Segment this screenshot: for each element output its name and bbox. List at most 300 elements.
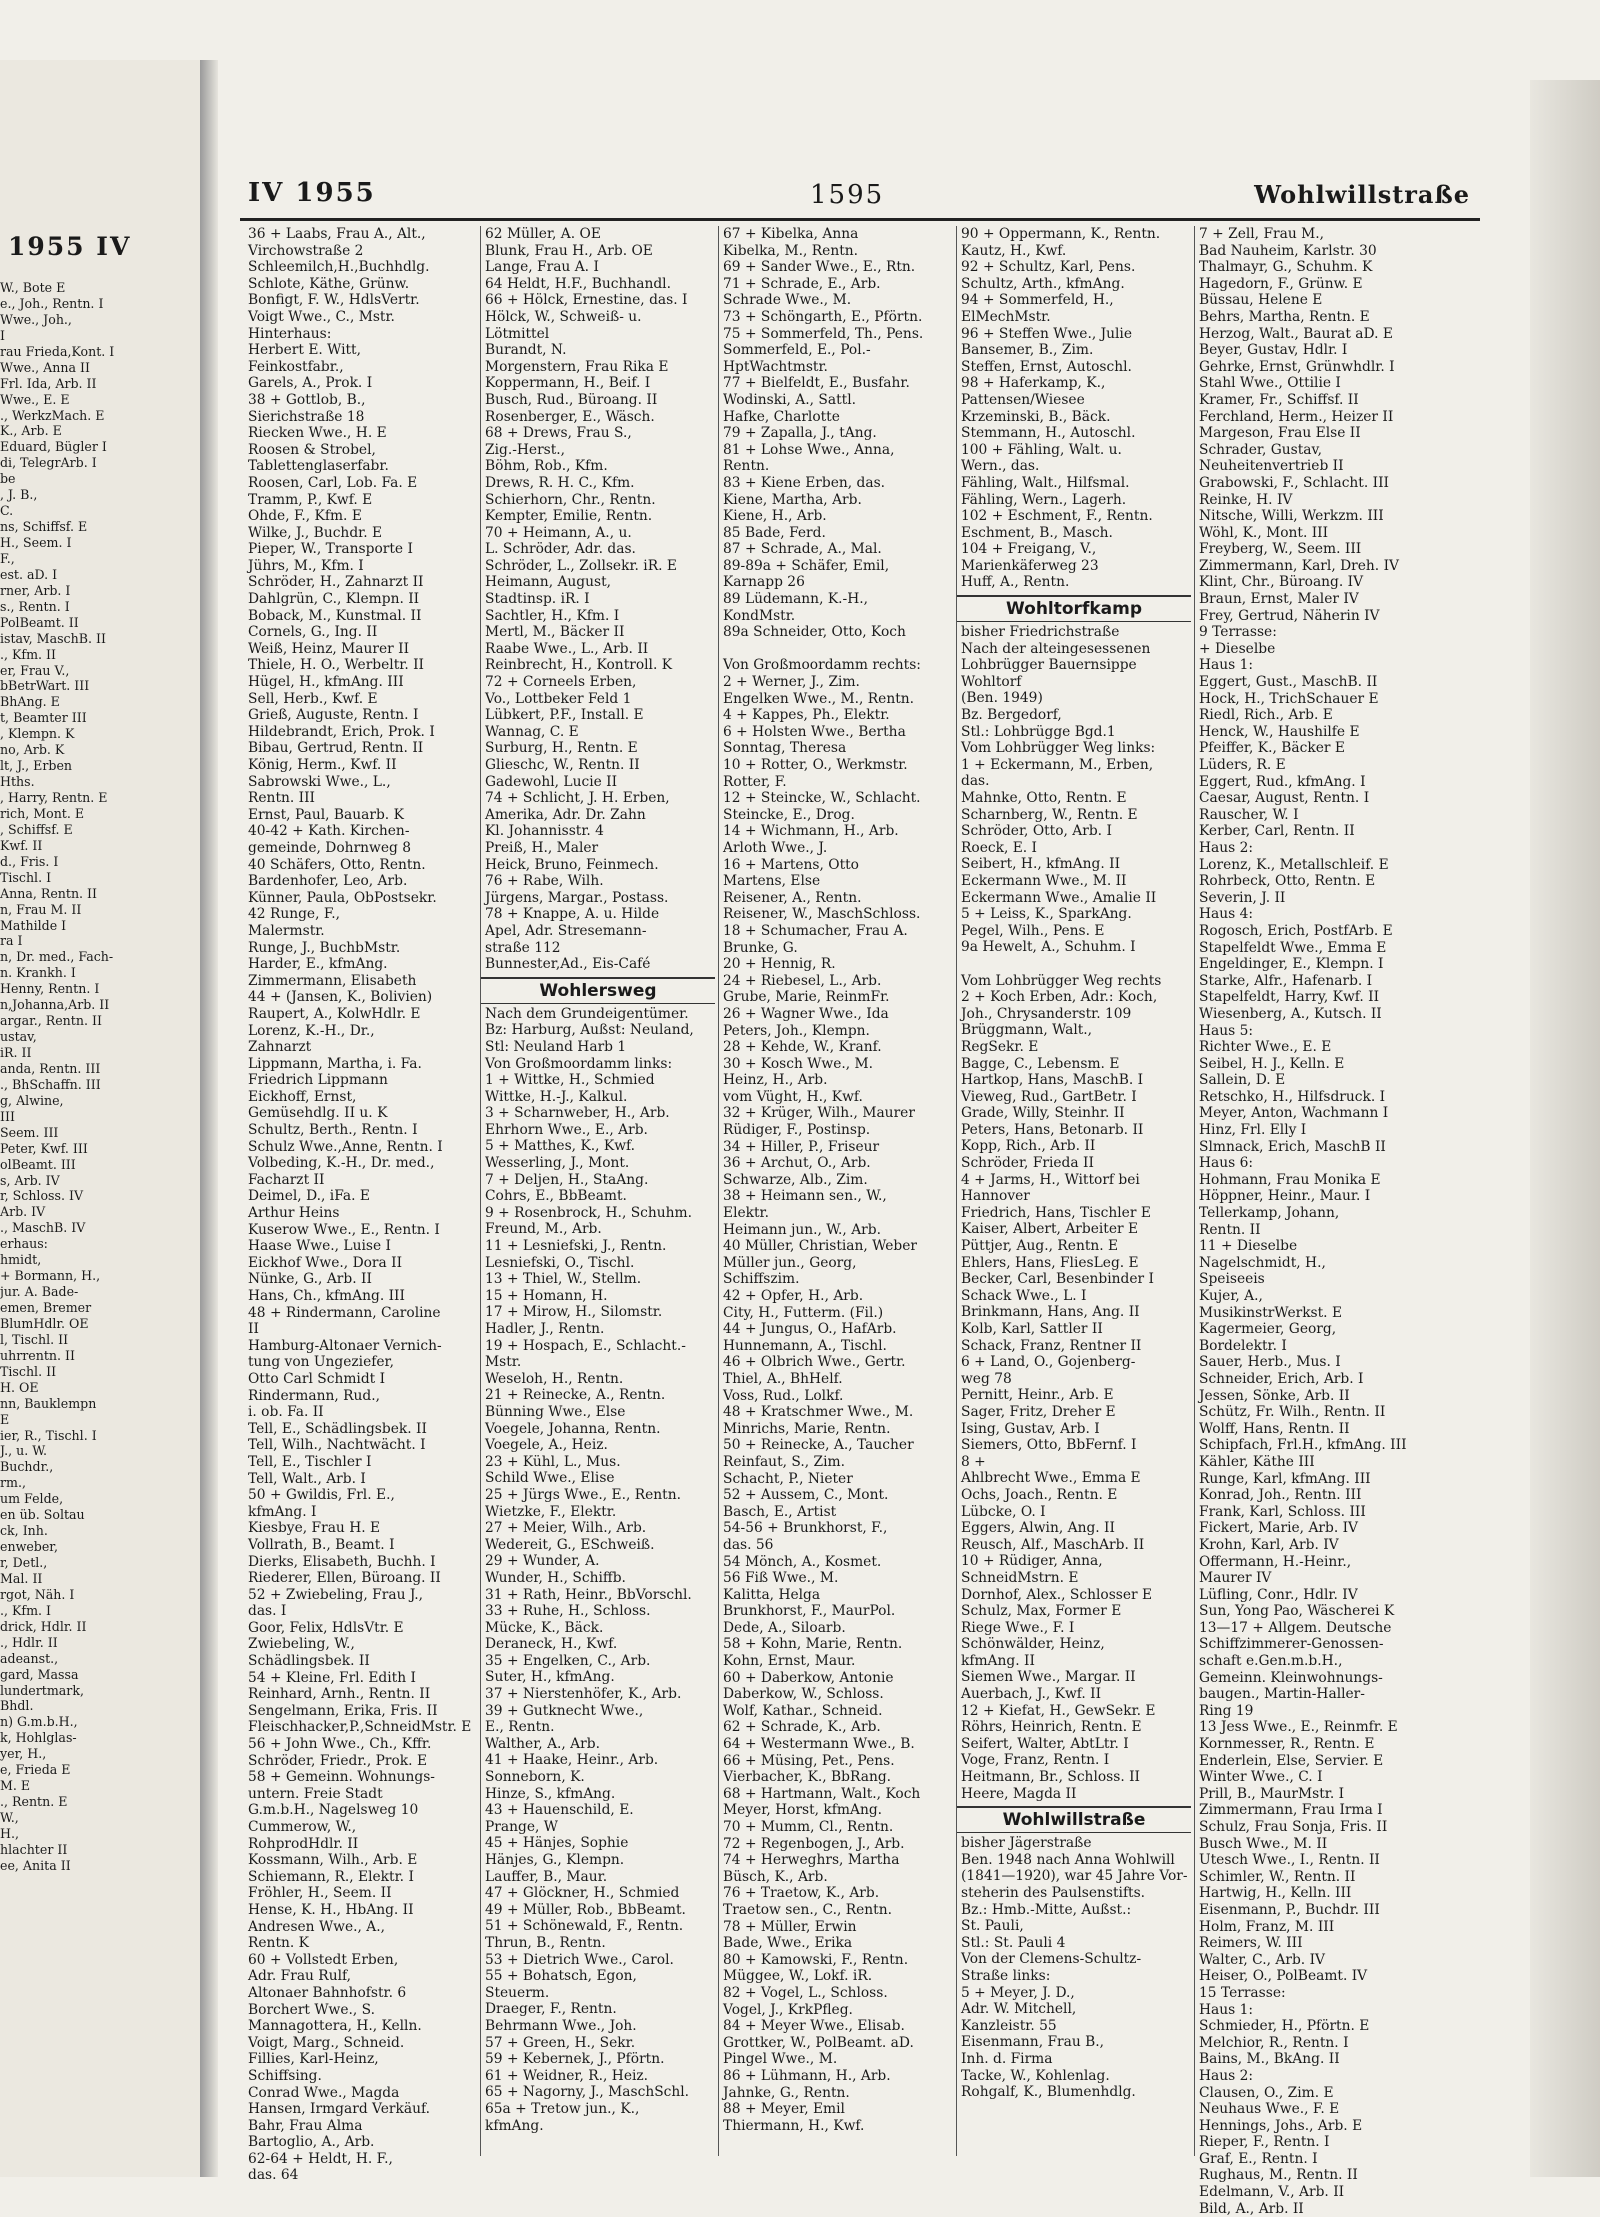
directory-entry: Becker, Carl, Besenbinder I: [961, 1271, 1154, 1288]
directory-entry: Büsch, K., Arb.: [723, 1868, 828, 1885]
directory-entry: Nünke, G., Arb. II: [248, 1271, 372, 1288]
directory-entry: Engeldinger, E., Klempn. I: [1199, 956, 1384, 973]
directory-entry: 38 + Heimann sen., W.,: [723, 1188, 887, 1205]
directory-entry: Herbert E. Witt,: [248, 342, 361, 359]
left-page-line: W., Bote E: [0, 280, 66, 295]
directory-entry: Beyer, Gustav, Hdlr. I: [1199, 342, 1348, 359]
directory-entry: Kohn, Ernst, Maur.: [723, 1653, 856, 1670]
directory-entry: Voegele, A., Heiz.: [485, 1437, 608, 1454]
street-heading: Wohlersweg: [481, 977, 715, 1004]
directory-entry: das.: [961, 773, 990, 790]
directory-entry: Bibau, Gertrud, Rentn. II: [248, 740, 424, 757]
directory-entry: Ahlbrecht Wwe., Emma E: [961, 1470, 1141, 1487]
directory-entry: Grube, Marie, ReinmFr.: [723, 989, 890, 1006]
left-page-line: Wwe., Anna II: [0, 359, 90, 375]
directory-entry: 102 + Eschment, F., Rentn.: [961, 508, 1153, 525]
left-page-line: yer, H.,: [0, 1746, 47, 1762]
directory-entry: Altonaer Bahnhofstr. 6: [248, 1984, 407, 2001]
directory-entry: Haus 1:: [1199, 2001, 1254, 2018]
book-gutter: [200, 60, 218, 2177]
directory-entry: Kibelka, M., Rentn.: [723, 242, 859, 259]
directory-entry: Vollrath, B., Beamt. I: [248, 1536, 395, 1553]
directory-entry: Reisener, W., MaschSchloss.: [723, 906, 921, 923]
directory-entry: 10 + Rotter, O., Werkmstr.: [723, 757, 908, 773]
directory-entry: 55 + Bohatsch, Egon,: [485, 1968, 637, 1985]
directory-entry: Apel, Adr. Stresemann-: [485, 922, 647, 939]
directory-entry: Caesar, August, Rentn. I: [1199, 790, 1370, 807]
directory-entry: Tell, Wilh., Nachtwächt. I: [248, 1437, 426, 1454]
directory-entry: 83 + Kiene Erben, das.: [723, 474, 886, 491]
directory-entry: 60 + Vollstedt Erben,: [248, 1951, 399, 1968]
directory-entry: Volbeding, K.-H., Dr. med.,: [248, 1155, 435, 1172]
directory-entry: Hunnemann, A., Tischl.: [723, 1337, 887, 1354]
directory-entry: Sauer, Herb., Mus. I: [1199, 1354, 1341, 1371]
directory-entry: Lorenz, K., Metallschleif. E: [1199, 856, 1389, 873]
left-page-line: r, Schloss. IV: [0, 1188, 84, 1204]
directory-entry: Schiffzimmerer-Genossen-: [1199, 1636, 1384, 1653]
directory-entry: Tell, E., Schädlingsbek. II: [248, 1420, 427, 1437]
directory-entry: Lorenz, K.-H., Dr.,: [248, 1022, 375, 1039]
directory-entry: Wunder, H., Schiffb.: [485, 1569, 626, 1586]
directory-entry: 100 + Fähling, Walt. u.: [961, 441, 1122, 458]
directory-entry: kfmAng.: [485, 2117, 544, 2134]
directory-entry: i. ob. Fa. II: [248, 1404, 324, 1421]
directory-entry: Thiele, H. O., Werbeltr. II: [248, 657, 424, 674]
directory-entry: Rüdiger, F., Postinsp.: [723, 1122, 871, 1139]
directory-entry: Sager, Fritz, Dreher E: [961, 1403, 1116, 1420]
directory-entry: Kanzleistr. 55: [961, 2017, 1057, 2034]
directory-entry: Bad Nauheim, Karlstr. 30: [1199, 242, 1377, 259]
directory-entry: Steuerm.: [485, 1984, 550, 2001]
directory-entry: 66 + Hölck, Ernestine, das. I: [485, 292, 688, 309]
directory-entry: Heitmann, Br., Schloss. II: [961, 1769, 1140, 1786]
directory-entry: Offermann, H.-Heinr.,: [1199, 1553, 1352, 1570]
directory-entry: untern. Freie Stadt: [248, 1785, 383, 1802]
directory-entry: Roosen, Carl, Lob. Fa. E: [248, 474, 418, 491]
left-page-line: H. OE: [0, 1379, 39, 1395]
left-page-line: ier, R., Tischl. I: [0, 1427, 97, 1443]
directory-entry: Auerbach, J., Kwf. II: [961, 1686, 1102, 1703]
directory-entry: Hartwig, H., Kelln. III: [1199, 1885, 1352, 1902]
directory-entry: Runge, Karl, kfmAng. III: [1199, 1470, 1371, 1487]
left-page-line: M. E: [0, 1778, 31, 1794]
directory-entry: Freund, M., Arb.: [485, 1221, 602, 1238]
directory-entry: 58 + Kohn, Marie, Rentn.: [723, 1636, 903, 1653]
directory-entry: 89a Schneider, Otto, Koch: [723, 624, 906, 641]
directory-entry: Schiemann, R., Elektr. I: [248, 1868, 414, 1885]
directory-entry: Voge, Franz, Rentn. I: [961, 1752, 1110, 1769]
left-page-line: Tischl. I: [0, 869, 52, 885]
directory-entry: Stapelfeldt, Harry, Kwf. II: [1199, 989, 1380, 1006]
directory-entry: Schmieder, H., Pförtn. E: [1199, 2018, 1370, 2035]
directory-entry: Eggert, Gust., MaschB. II: [1199, 674, 1378, 691]
directory-entry: 88 + Meyer, Emil: [723, 2101, 845, 2118]
directory-entry: Cohrs, E., BbBeamt.: [485, 1188, 627, 1205]
directory-entry: Starke, Alfr., Hafenarb. I: [1199, 972, 1373, 989]
directory-entry: Eickhof Wwe., Dora II: [248, 1254, 403, 1271]
directory-entry: Arthur Heins: [248, 1205, 340, 1222]
directory-entry: Zwiebeling, W.,: [248, 1636, 355, 1653]
left-page-line: Peter, Kwf. III: [0, 1140, 88, 1156]
directory-entry: Hansen, Irmgard Verkäuf.: [248, 2101, 430, 2118]
directory-entry: Wittke, H.-J., Kalkul.: [485, 1088, 628, 1105]
directory-entry: kfmAng. I: [248, 1503, 317, 1520]
directory-entry: Meyer, Anton, Wachmann I: [1199, 1105, 1389, 1122]
directory-entry: Schröder, H., Zahnarzt II: [248, 574, 424, 591]
directory-entry: Hamburg-Altonaer Vernich-: [248, 1337, 442, 1354]
left-page-line: en üb. Soltau: [0, 1507, 85, 1523]
directory-entry: Speiseeis: [1199, 1271, 1265, 1288]
directory-entry: Ring 19: [1199, 1702, 1254, 1719]
directory-entry: Virchowstraße 2: [248, 242, 364, 259]
directory-entry: Friedrich, Hans, Tischler E: [961, 1204, 1151, 1221]
directory-entry: Prill, B., MaurMstr. I: [1199, 1785, 1345, 1802]
directory-entry: 72 + Regenbogen, J., Arb.: [723, 1835, 905, 1852]
left-page-line: , Klempn. K: [0, 726, 75, 742]
directory-entry: Lötmittel: [485, 325, 550, 342]
directory-entry: Rentn. K: [248, 1935, 309, 1952]
directory-entry: 89-89a + Schäfer, Emil,: [723, 557, 890, 574]
directory-entry: Klint, Chr., Büroang. IV: [1199, 574, 1364, 591]
left-page-line: W.,: [0, 1810, 19, 1825]
left-page-line: hmidt,: [0, 1252, 42, 1268]
directory-entry: Ehrhorn Wwe., E., Arb.: [485, 1121, 648, 1138]
directory-entry: Pernitt, Heinr., Arb. E: [961, 1387, 1114, 1404]
left-page-line: Seem. III: [0, 1124, 59, 1140]
page-number: 1595: [810, 180, 885, 210]
left-page-line: III: [0, 1108, 15, 1124]
directory-entry: 79 + Zapalla, J., tAng.: [723, 425, 877, 442]
directory-entry: Burandt, N.: [485, 342, 567, 359]
directory-entry: Schacht, P., Nieter: [723, 1470, 853, 1487]
directory-entry: 2 + Koch Erben, Adr.: Koch,: [961, 989, 1158, 1006]
left-page-line: ee, Anita II: [0, 1857, 71, 1873]
directory-entry: Retschko, H., Hilfsdruck. I: [1199, 1088, 1386, 1105]
directory-entry: 31 + Rath, Heinr., BbVorschl.: [485, 1586, 692, 1603]
directory-entry: Fleischhacker,P.,SchneidMstr. E: [248, 1719, 472, 1736]
directory-entry: straße 112: [485, 939, 561, 956]
directory-entry: Mannagottera, H., Kelln.: [248, 2018, 422, 2035]
directory-entry: Haus 1:: [1199, 657, 1254, 674]
directory-entry: 78 + Müller, Erwin: [723, 1918, 857, 1935]
directory-entry: 81 + Lohse Wwe., Anna,: [723, 441, 895, 458]
directory-entry: 62-64 + Heldt, H. F.,: [248, 2150, 393, 2167]
directory-entry: Cornels, G., Ing. II: [248, 624, 378, 641]
directory-entry: 54 Mönch, A., Kosmet.: [723, 1553, 882, 1570]
directory-entry: Rauscher, W. I: [1199, 806, 1299, 823]
header-street-name: Wohlwillstraße: [1254, 180, 1470, 209]
directory-entry: Schiffszim.: [723, 1271, 800, 1288]
directory-entry: Winter Wwe., C. I: [1199, 1769, 1323, 1786]
left-page-line: C.: [0, 503, 14, 519]
left-page-line: Wwe., Joh.,: [0, 311, 72, 327]
directory-entry: 74 + Herweghrs, Martha: [723, 1852, 900, 1869]
directory-entry: Morgenstern, Frau Rika E: [485, 358, 669, 375]
directory-entry: Nitsche, Willi, Werkzm. III: [1199, 508, 1384, 525]
directory-entry: Engelken Wwe., M., Rentn.: [723, 690, 915, 707]
directory-entry: Wannag, C. E: [485, 723, 579, 740]
directory-entry: Straße links:: [961, 1967, 1051, 1984]
street-heading: Wohlwillstraße: [957, 1806, 1191, 1833]
directory-entry: Cummerow, W.,: [248, 1819, 357, 1835]
directory-entry: 1 + Eckermann, M., Erben,: [961, 756, 1154, 773]
directory-entry: steherin des Paulsenstifts.: [961, 1885, 1146, 1901]
directory-entry: 41 + Haake, Heinr., Arb.: [485, 1752, 659, 1769]
directory-entry: baugen., Martin-Haller-: [1199, 1686, 1365, 1703]
directory-entry: Müller jun., Georg,: [723, 1254, 857, 1271]
directory-entry: Rieper, F., Rentn. I: [1199, 2134, 1330, 2151]
directory-entry: Zimmermann, Elisabeth: [248, 972, 417, 989]
directory-entry: Bunnester,Ad., Eis-Café: [485, 956, 651, 973]
left-page-line: er, Frau V.,: [0, 662, 70, 678]
directory-entry: Krohn, Karl, Arb. IV: [1199, 1536, 1339, 1553]
directory-entry: 62 + Schrade, K., Arb.: [723, 1719, 881, 1736]
directory-entry: Fillies, Karl-Heinz,: [248, 2051, 379, 2068]
directory-entry: Kiesbye, Frau H. E: [248, 1520, 381, 1537]
directory-entry: Eggert, Rud., kfmAng. I: [1199, 773, 1366, 790]
directory-entry: Heick, Bruno, Feinmech.: [485, 856, 659, 873]
directory-entry: Peters, Hans, Betonarb. II: [961, 1121, 1144, 1138]
directory-entry: Lübkert, P.F., Install. E: [485, 707, 644, 724]
directory-entry: Müggee, W., Lokf. iR.: [723, 1968, 873, 1985]
directory-entry: City, H., Futterm. (Fil.): [723, 1304, 884, 1321]
directory-entry: 40 Müller, Christian, Weber: [723, 1238, 917, 1255]
directory-entry: 82 + Vogel, L., Schloss.: [723, 1984, 888, 2001]
left-page-line: Tischl. II: [0, 1363, 57, 1379]
left-page-line: ., Hdlr. II: [0, 1634, 58, 1650]
directory-entry: Hartkop, Hans, MaschB. I: [961, 1072, 1144, 1089]
directory-entry: Zahnarzt: [248, 1039, 312, 1056]
directory-entry: 7 + Zell, Frau M.,: [1199, 226, 1325, 242]
directory-entry: 50 + Reinecke, A., Taucher: [723, 1437, 914, 1454]
directory-entry: Meyer, Horst, kfmAng.: [723, 1802, 883, 1819]
left-page-line: E: [0, 1411, 10, 1427]
directory-entry: Jahnke, G., Rentn.: [723, 2084, 850, 2101]
directory-entry: (1841—1920), war 45 Jahre Vor-: [961, 1868, 1188, 1885]
directory-entry: 28 + Kehde, W., Kranf.: [723, 1039, 882, 1056]
left-page-line: est. aD. I: [0, 566, 58, 582]
directory-entry: 98 + Haferkamp, K.,: [961, 375, 1106, 392]
directory-entry: Enderlein, Else, Servier. E: [1199, 1752, 1384, 1769]
directory-entry: Schiffsing.: [248, 2067, 322, 2084]
left-page-line: F.,: [0, 550, 15, 566]
directory-entry: Kopp, Rich., Arb. II: [961, 1138, 1096, 1155]
directory-entry: Adr. Frau Rulf,: [248, 1968, 351, 1985]
directory-entry: Thiermann, H., Kwf.: [723, 2117, 865, 2134]
directory-entry: Mstr.: [485, 1354, 522, 1371]
directory-entry: Harder, E., kfmAng.: [248, 956, 388, 973]
left-page-line: rich, Mont. E: [0, 805, 85, 821]
directory-entry: Peters, Joh., Klempn.: [723, 1022, 870, 1039]
column-5: [1194, 226, 1431, 2217]
directory-entry: Hafke, Charlotte: [723, 408, 840, 425]
directory-entry: ElMechMstr.: [961, 308, 1051, 325]
directory-entry: Schröder, Otto, Arb. I: [961, 823, 1112, 840]
directory-entry: 54-56 + Brunkhorst, F.,: [723, 1520, 888, 1537]
directory-entry: Maurer IV: [1199, 1570, 1272, 1587]
left-page-line: Wwe., E. E: [0, 391, 70, 407]
directory-entry: Hinze, S., kfmAng.: [485, 1785, 616, 1802]
directory-entry: Lippmann, Martha, i. Fa.: [248, 1055, 422, 1072]
directory-entry: Garels, A., Prok. I: [248, 375, 373, 392]
directory-entry: Riedl, Rich., Arb. E: [1199, 707, 1333, 724]
directory-entry: 40-42 + Kath. Kirchen-: [248, 823, 410, 840]
directory-entry: Pingel Wwe., M.: [723, 2051, 838, 2068]
directory-entry: Gadewohl, Lucie II: [485, 773, 618, 790]
directory-entry: Melchior, R., Rentn. I: [1199, 2034, 1349, 2051]
directory-entry: Schröder, Friedr., Prok. E: [248, 1752, 428, 1769]
directory-entry: Haus 4:: [1199, 906, 1254, 923]
directory-entry: Nach der alteingesessenen: [961, 640, 1151, 657]
directory-entry: 9 + Rosenbrock, H., Schuhm.: [485, 1204, 693, 1221]
directory-entry: Sabrowski Wwe., L.,: [248, 773, 391, 790]
directory-entry: SchneidMstrn. E: [961, 1569, 1079, 1586]
directory-entry: kfmAng. II: [961, 1652, 1035, 1669]
directory-entry: Heere, Magda II: [961, 1785, 1077, 1802]
left-page-line: ns, Schiffsf. E: [0, 519, 88, 535]
directory-entry: Gemüsehdlg. II u. K: [248, 1105, 388, 1122]
left-page-line: I: [0, 327, 5, 343]
left-page-line: adeanst.,: [0, 1650, 59, 1666]
directory-entry: 70 + Heimann, A., u.: [485, 524, 632, 541]
directory-entry: das. 64: [248, 2167, 299, 2184]
directory-entry: Kalitta, Helga: [723, 1586, 821, 1603]
directory-entry: Ferchland, Herm., Heizer II: [1199, 408, 1394, 425]
directory-entry: [957, 956, 1191, 973]
directory-entry: Hohmann, Frau Monika E: [1199, 1171, 1381, 1188]
left-page-line: Kwf. II: [0, 837, 43, 853]
directory-entry: Voigt, Marg., Schneid.: [248, 2034, 405, 2051]
directory-entry: Ernst, Paul, Bauarb. K: [248, 806, 404, 823]
directory-entry: Von der Clemens-Schultz-: [961, 1951, 1142, 1968]
directory-entry: St. Pauli,: [961, 1918, 1024, 1935]
directory-entry: 92 + Schultz, Karl, Pens.: [961, 259, 1136, 276]
directory-entry: Schönwälder, Heinz,: [961, 1636, 1105, 1653]
directory-entry: Fähling, Wern., Lagerh.: [961, 491, 1127, 508]
directory-entry: RohprodHdlr. II: [248, 1835, 359, 1852]
directory-entry: Eckermann Wwe., Amalie II: [961, 889, 1157, 906]
directory-entry: Brinkmann, Hans, Ang. II: [961, 1304, 1140, 1321]
left-page-edge: [0, 60, 205, 2177]
directory-entry: 78 + Knappe, A. u. Hilde: [485, 906, 660, 923]
directory-entry: 13—17 + Allgem. Deutsche: [1199, 1619, 1392, 1636]
directory-entry: Conrad Wwe., Magda: [248, 2084, 400, 2101]
directory-entry: Zimmermann, Karl, Dreh. IV: [1199, 557, 1399, 574]
directory-entry: tung von Ungeziefer,: [248, 1354, 394, 1371]
directory-entry: Hans, Ch., kfmAng. III: [248, 1288, 405, 1304]
directory-entry: Thalmayr, G., Schuhm. K: [1199, 259, 1373, 276]
directory-entry: 57 + Green, H., Sekr.: [485, 2034, 636, 2051]
directory-entry: Hock, H., TrichSchauer E: [1199, 690, 1379, 707]
directory-entry: Gehrke, Ernst, Grünwhdlr. I: [1199, 358, 1395, 375]
directory-entry: Schultz, Berth., Rentn. I: [248, 1122, 418, 1139]
directory-entry: Ehlers, Hans, FliesLeg. E: [961, 1254, 1139, 1271]
directory-entry: Sierichstraße 18: [248, 408, 365, 425]
directory-entry: Voegele, Johanna, Rentn.: [485, 1420, 661, 1437]
directory-entry: Tellerkamp, Johann,: [1199, 1205, 1340, 1222]
directory-entry: 90 + Oppermann, K., Rentn.: [961, 226, 1161, 242]
left-page-line: ck, Inh.: [0, 1523, 48, 1539]
left-page-line: ., WerkzMach. E: [0, 407, 105, 423]
directory-entry: Draeger, F., Rentn.: [485, 2001, 617, 2018]
directory-entry: Freyberg, W., Seem. III: [1199, 541, 1362, 558]
directory-entry: Sun, Yong Pao, Wäscherei K: [1199, 1603, 1395, 1620]
directory-entry: Wedereit, G., ESchweiß.: [485, 1536, 655, 1553]
directory-entry: Facharzt II: [248, 1171, 325, 1188]
left-page-line: ., MaschB. IV: [0, 1220, 86, 1236]
directory-entry: Seifert, Walter, AbtLtr. I: [961, 1735, 1129, 1752]
directory-entry: 65a + Tretow jun., K.,: [485, 2100, 640, 2117]
directory-entry: Arloth Wwe., J.: [723, 839, 828, 856]
directory-entry: Bahr, Frau Alma: [248, 2117, 363, 2134]
directory-entry: Suter, H., kfmAng.: [485, 1669, 615, 1686]
directory-entry: Sonneborn, K.: [485, 1769, 585, 1786]
page-header: [230, 178, 1470, 214]
left-page-line: n) G.m.b.H.,: [0, 1714, 78, 1730]
directory-entry: 64 Heldt, H.F., Buchhandl.: [485, 275, 671, 292]
directory-entry: Lüfling, Conr., Hdlr. IV: [1199, 1586, 1358, 1603]
directory-entry: Bz. Bergedorf,: [961, 707, 1062, 724]
directory-entry: Schimler, W., Rentn. II: [1199, 1868, 1356, 1885]
directory-entry: 33 + Ruhe, H., Schloss.: [485, 1603, 651, 1620]
directory-entry: Schack, Franz, Rentner II: [961, 1337, 1142, 1354]
directory-entry: Glieschc, W., Rentn. II: [485, 757, 640, 773]
directory-entry: 70 + Mumm, Cl., Rentn.: [723, 1819, 894, 1835]
column-2: [480, 226, 715, 2156]
directory-entry: 48 + Kratschmer Wwe., M.: [723, 1404, 914, 1421]
directory-entry: 72 + Corneels Erben,: [485, 674, 637, 691]
directory-entry: Von Großmoordamm links:: [485, 1055, 673, 1072]
directory-entry: Vom Lohbrügger Weg links:: [961, 740, 1156, 757]
left-page-line: ., BhSchaffn. III: [0, 1076, 101, 1092]
directory-entry: 20 + Hennig, R.: [723, 956, 836, 973]
directory-entry: Reisener, A., Rentn.: [723, 889, 862, 906]
left-page-line: argar., Rentn. II: [0, 1013, 102, 1029]
directory-entry: Brüggmann, Walt.,: [961, 1022, 1093, 1039]
directory-entry: Kiene, Martha, Arb.: [723, 491, 862, 508]
directory-entry: 75 + Sommerfeld, Th., Pens.: [723, 325, 924, 342]
directory-entry: Minrichs, Marie, Rentn.: [723, 1420, 891, 1437]
directory-entry: Graf, E., Rentn. I: [1199, 2150, 1318, 2167]
left-page-line: iR. II: [0, 1045, 32, 1060]
directory-entry: Prange, W: [485, 1818, 558, 1835]
directory-entry: 5 + Meyer, J. D.,: [961, 1984, 1075, 2001]
directory-entry: Jürgens, Margar., Postass.: [485, 889, 669, 906]
left-page-line: Anna, Rentn. II: [0, 885, 98, 901]
directory-entry: 74 + Schlicht, J. H. Erben,: [485, 790, 670, 807]
directory-entry: 60 + Daberkow, Antonie: [723, 1669, 894, 1686]
left-page-line: , Harry, Rentn. E: [0, 790, 108, 805]
directory-entry: Dornhof, Alex., Schlosser E: [961, 1586, 1153, 1603]
directory-entry: Mertl, M., Bäcker II: [485, 624, 625, 641]
directory-entry: Rentn. III: [248, 790, 315, 807]
directory-entry: Walter, C., Arb. IV: [1199, 1951, 1325, 1968]
directory-entry: 80 + Kamowski, F., Rentn.: [723, 1951, 909, 1968]
left-page-line: r, Detl.,: [0, 1555, 48, 1570]
directory-entry: Henck, W., Haushilfe E: [1199, 723, 1360, 740]
directory-entry: Hölck, W., Schweiß- u.: [485, 308, 642, 325]
directory-entry: HptWachtmstr.: [723, 358, 828, 375]
directory-entry: 1 + Wittke, H., Schmied: [485, 1072, 655, 1089]
directory-entry: Stadtinsp. iR. I: [485, 591, 590, 608]
directory-entry: Wilke, J., Buchdr. E: [248, 524, 383, 541]
directory-entry: Voss, Rud., Lolkf.: [723, 1387, 844, 1404]
directory-entry: 87 + Schrade, A., Mal.: [723, 541, 882, 558]
left-page-line: rner, Arb. I: [0, 582, 71, 598]
left-page-line: t, Beamter III: [0, 710, 87, 726]
directory-entry: Stl.: Lohbrügge Bgd.1: [961, 723, 1116, 740]
directory-entry: Brunke, G.: [723, 939, 798, 956]
